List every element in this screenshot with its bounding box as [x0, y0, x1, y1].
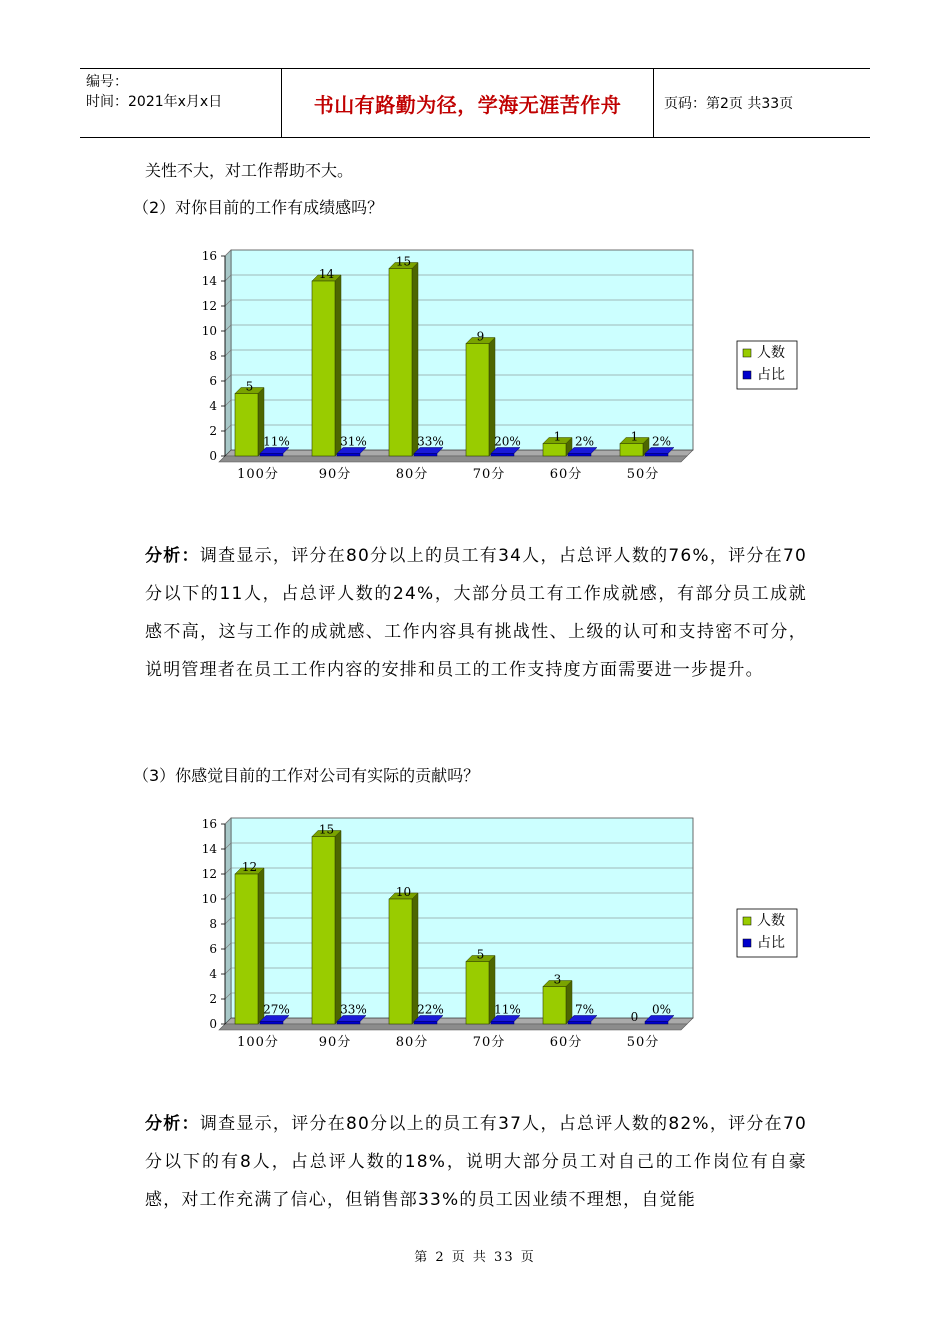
x-tick-label: 60分	[549, 1035, 583, 1050]
y-tick-label: 16	[201, 817, 217, 831]
bar-share	[414, 1022, 437, 1025]
data-label-share: 20%	[494, 434, 521, 449]
y-tick-label: 4	[209, 967, 217, 981]
bar-count	[543, 444, 566, 457]
bar-side	[412, 263, 418, 457]
data-label-share: 0%	[651, 1002, 672, 1017]
bar-count	[389, 269, 412, 457]
analysis-q2-text: 调查显示，评分在80分以上的员工有34人，占总评人数的76%，评分在70分以下的11人，占总评人数的24%，大部分员工有工作成就感，有部分员工成就感不高，这与工作的成就感、工作内容具有挑战性、上级的认可和支持密不可分，说明管理者在员工工作内容的安排和员工的工作支持度方面需要进一步提升。	[145, 546, 807, 680]
bar-count	[312, 837, 335, 1025]
document-date: 时间：2021年x月x日	[86, 94, 223, 110]
bar-share	[568, 454, 591, 457]
data-label-count: 10	[395, 885, 412, 899]
data-label-count: 5	[245, 379, 254, 394]
analysis-q3-text: 调查显示，评分在80分以上的员工有37人，占总评人数的82%，评分在70分以下的有8人，占总评人数的18%，说明大部分员工对自己的工作岗位有自豪感，对工作充满了信心，但销售部33%的员工因业绩不理想，自觉能	[145, 1114, 807, 1210]
x-tick-label: 80分	[395, 467, 429, 482]
question-2: （2）对你目前的工作有成绩感吗？	[133, 198, 384, 217]
bar-count	[389, 899, 412, 1024]
y-tick-label: 6	[209, 374, 217, 388]
chart-q2	[145, 240, 825, 490]
bar-count	[620, 444, 643, 457]
x-tick-label: 80分	[395, 1035, 429, 1050]
bar-side	[258, 868, 264, 1024]
x-tick-label: 50分	[626, 1035, 660, 1050]
y-tick-label: 0	[209, 449, 217, 463]
page-header	[80, 68, 870, 138]
chart-floor-front	[219, 456, 687, 462]
data-label-share: 33%	[340, 1002, 367, 1017]
legend-swatch	[743, 349, 751, 357]
x-tick-label: 50分	[626, 467, 660, 482]
y-tick-label: 12	[201, 299, 217, 313]
data-label-count: 12	[241, 860, 258, 874]
legend-label: 占比	[757, 367, 785, 383]
data-label-count: 3	[553, 972, 562, 987]
analysis-q2-label: 分析：	[145, 546, 200, 566]
data-label-share: 11%	[494, 1002, 521, 1017]
x-tick-label: 100分	[237, 1035, 279, 1050]
data-label-share: 7%	[574, 1002, 595, 1017]
bar-side	[335, 831, 341, 1025]
y-tick-label: 12	[201, 867, 217, 881]
bar-share	[260, 1022, 283, 1025]
x-tick-label: 60分	[549, 467, 583, 482]
y-tick-label: 10	[201, 324, 217, 338]
bar-count	[312, 281, 335, 456]
data-label-count: 1	[553, 429, 562, 444]
data-label-share: 2%	[574, 434, 595, 449]
data-label-count: 14	[318, 267, 335, 281]
chart-q3	[145, 808, 825, 1058]
bar-share	[337, 454, 360, 457]
y-tick-label: 2	[209, 992, 217, 1006]
y-tick-label: 16	[201, 249, 217, 263]
bar-share	[568, 1022, 591, 1025]
page-footer: 第 2 页 共 33 页	[414, 1250, 536, 1265]
bar-count	[466, 962, 489, 1025]
data-label-count: 15	[395, 254, 412, 269]
data-label-share: 33%	[417, 434, 444, 449]
intro-text: 关性不大，对工作帮助不大。	[145, 161, 354, 180]
y-tick-label: 6	[209, 942, 217, 956]
chart-q3-svg	[145, 808, 825, 1058]
y-tick-label: 14	[201, 274, 217, 288]
data-label-count: 5	[476, 947, 485, 962]
bar-count	[466, 344, 489, 457]
analysis-q2	[145, 537, 807, 689]
bar-count	[235, 394, 258, 457]
x-tick-label: 90分	[318, 467, 352, 482]
chart-q2-svg	[145, 240, 825, 490]
bar-count	[235, 874, 258, 1024]
document-number-label: 编号：	[86, 74, 128, 90]
y-tick-label: 8	[209, 349, 217, 363]
y-tick-label: 8	[209, 917, 217, 931]
data-label-share: 11%	[263, 434, 290, 449]
y-tick-label: 0	[209, 1017, 217, 1031]
bar-share	[645, 454, 668, 457]
data-label-share: 22%	[417, 1002, 444, 1017]
bar-share	[414, 454, 437, 457]
legend-swatch	[743, 939, 751, 947]
y-tick-label: 14	[201, 842, 217, 856]
data-label-share: 27%	[263, 1002, 290, 1017]
bar-share	[260, 454, 283, 457]
bar-share	[645, 1022, 668, 1025]
question-3: （3）你感觉目前的工作对公司有实际的贡献吗？	[133, 766, 480, 785]
y-tick-label: 2	[209, 424, 217, 438]
bar-side	[566, 981, 572, 1025]
x-tick-label: 70分	[472, 1035, 506, 1050]
data-label-count: 1	[630, 429, 639, 444]
legend-swatch	[743, 917, 751, 925]
chart-floor	[225, 1018, 693, 1024]
legend-label: 占比	[757, 935, 785, 951]
x-tick-label: 70分	[472, 467, 506, 482]
bar-side	[335, 275, 341, 456]
data-label-share: 31%	[340, 434, 367, 449]
data-label-count: 9	[476, 329, 485, 344]
header-meta	[80, 69, 282, 137]
legend-swatch	[743, 371, 751, 379]
y-tick-label: 4	[209, 399, 217, 413]
chart-floor-front	[219, 1024, 687, 1030]
analysis-q3-label: 分析：	[145, 1114, 200, 1134]
legend-label: 人数	[757, 913, 785, 929]
analysis-q3	[145, 1105, 807, 1219]
header-page-info: 页码：第2页 共33页	[664, 96, 794, 112]
data-label-count: 0	[630, 1010, 639, 1024]
data-label-share: 2%	[651, 434, 672, 449]
legend-label: 人数	[757, 345, 785, 361]
y-tick-label: 10	[201, 892, 217, 906]
bar-share	[491, 1022, 514, 1025]
header-motto: 书山有路勤为径，学海无涯苦作舟	[282, 69, 654, 137]
x-tick-label: 90分	[318, 1035, 352, 1050]
data-label-count: 15	[318, 822, 335, 837]
bar-share	[337, 1022, 360, 1025]
bar-share	[491, 454, 514, 457]
bar-count	[543, 987, 566, 1025]
x-tick-label: 100分	[237, 467, 279, 482]
